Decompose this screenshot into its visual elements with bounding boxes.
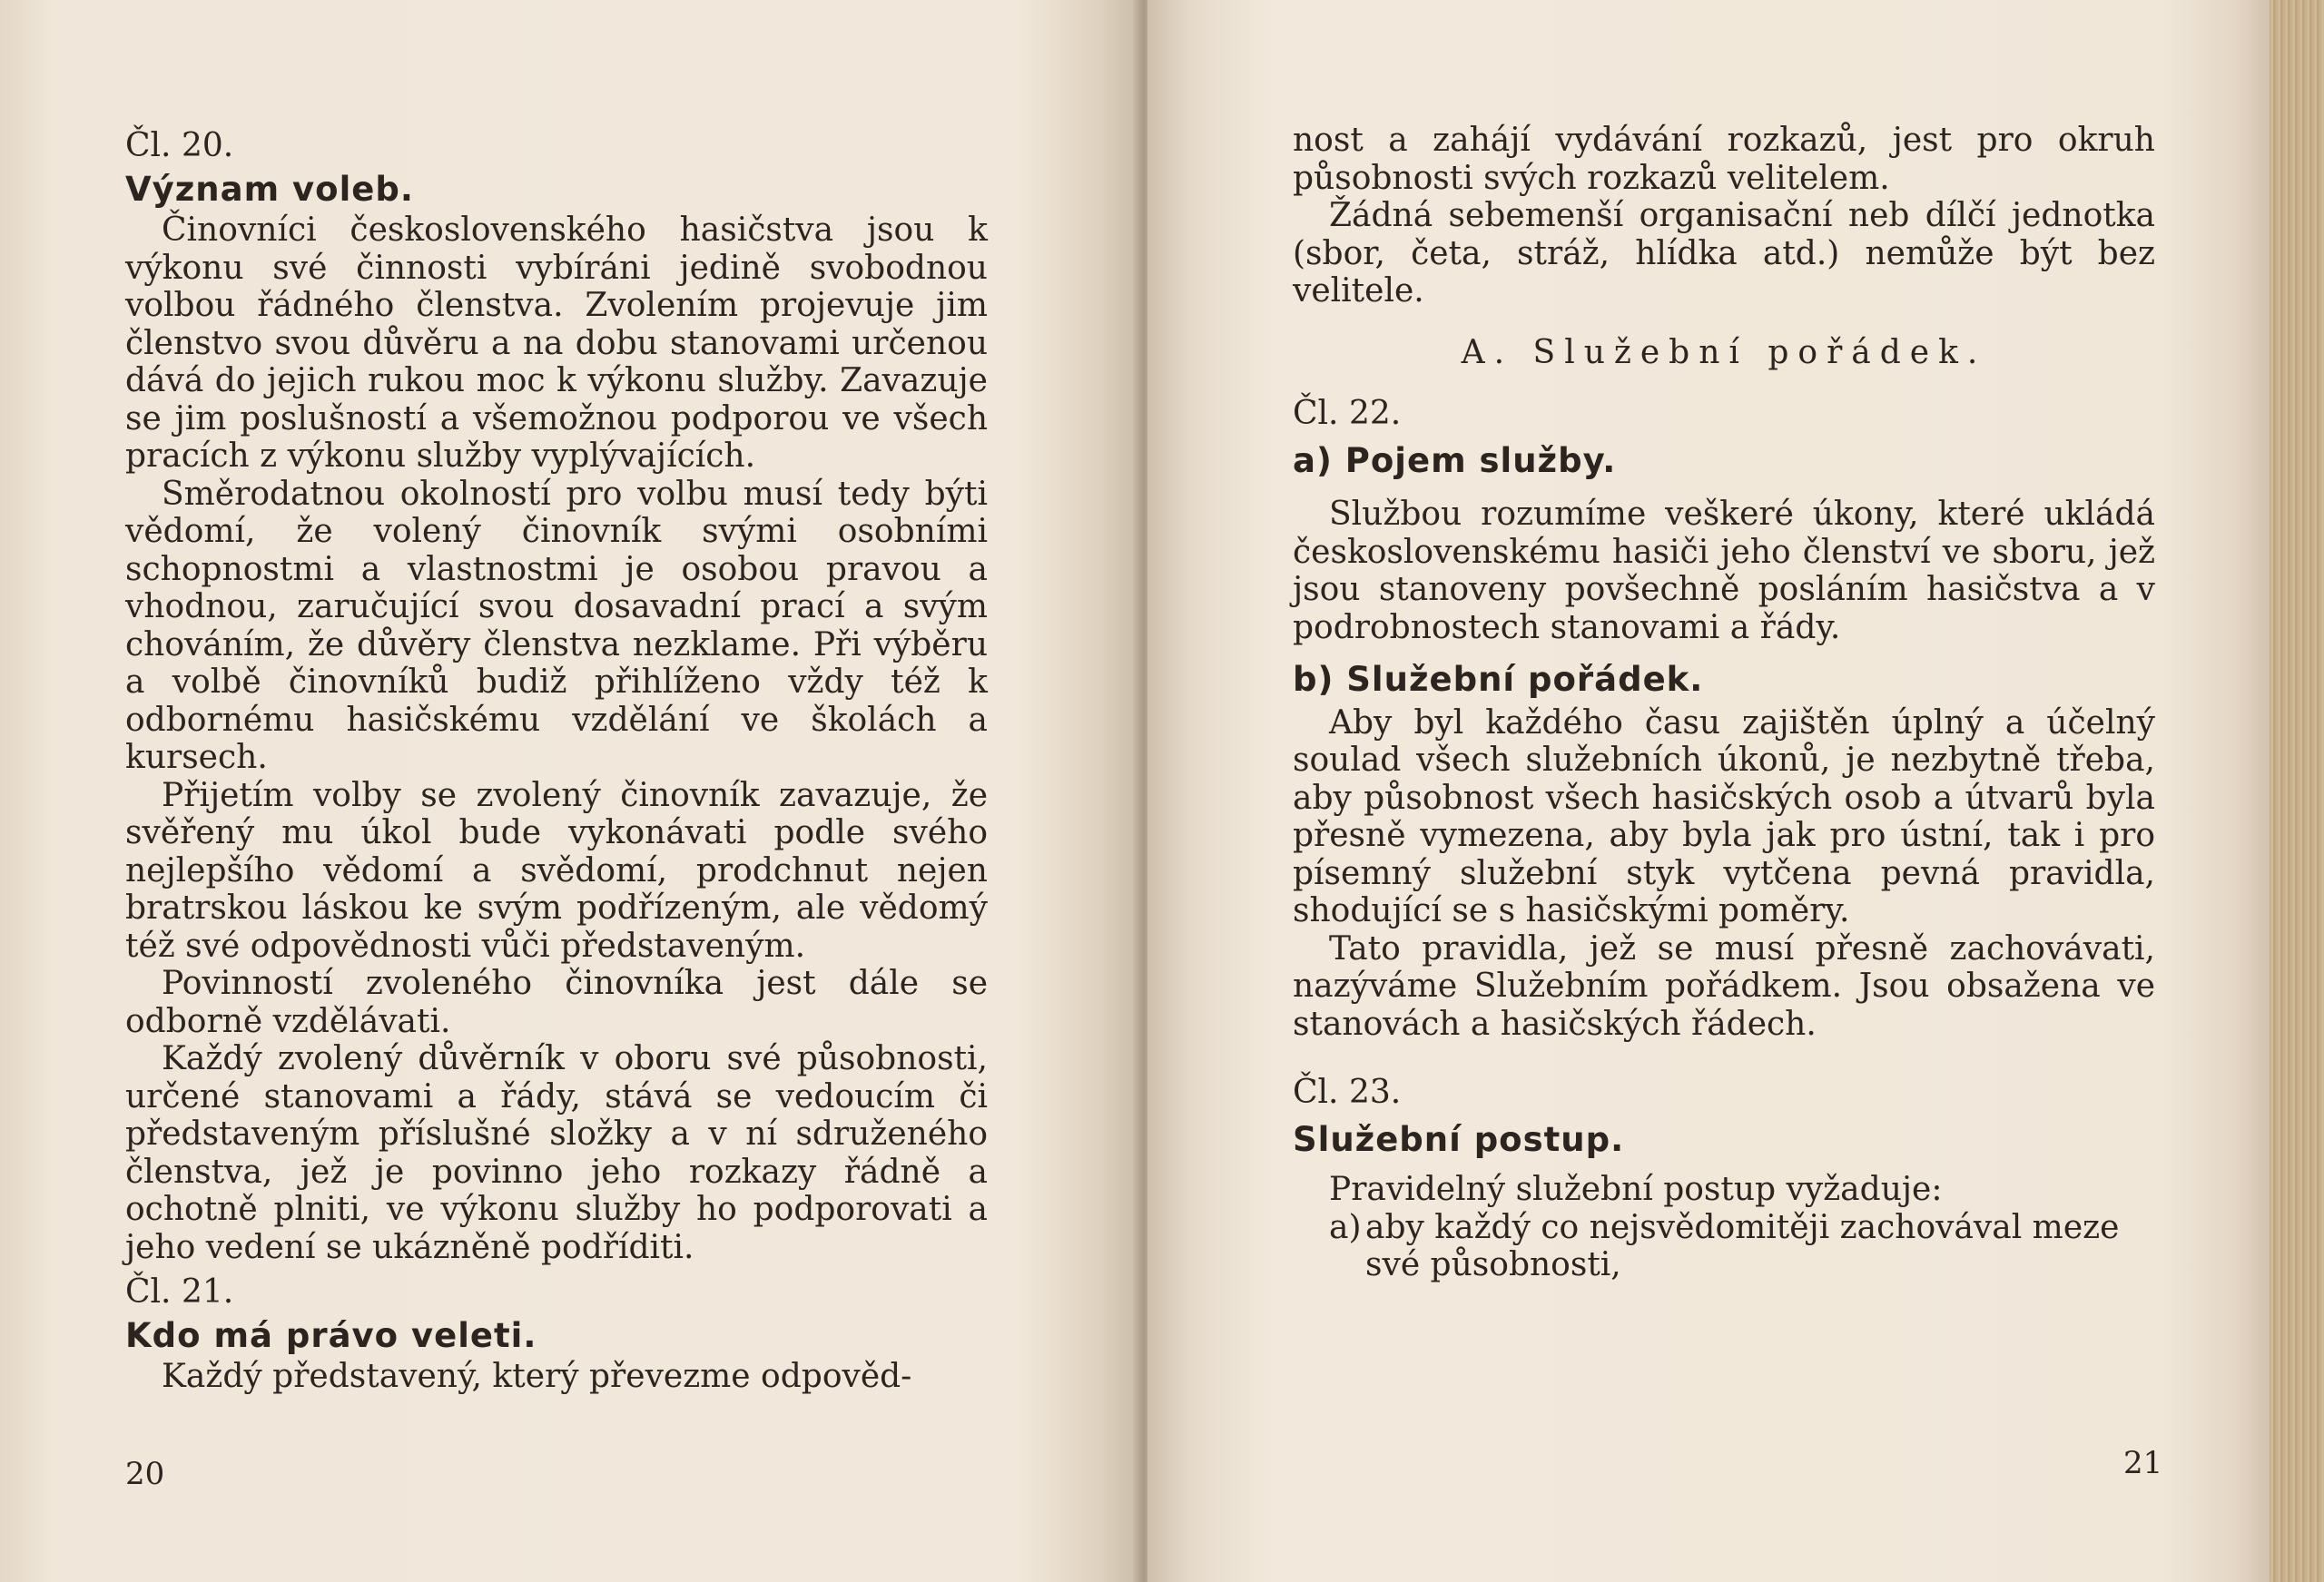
article-23-intro: Pravidelný služební postup vyžaduje:: [1329, 1171, 1943, 1208]
article-20-paragraph: Směrodatnou okolností pro volbu musí tedy býti vědomí, že volený činovník svými osobními schopnostmi a vlastnostmi je osobou pravou a vhodnou, zaručující svou dosavadní prací a svým chováním, že důvěry členstva nezklame. Při výběru a volbě činovníků budiž přihlíženo vždy též k odbornému hasičskému vzdělání ve školách a kursech.: [125, 475, 988, 776]
article-20-paragraph: Povinností zvoleného činovníka jest dále se odborně vzdělávati.: [125, 965, 988, 1040]
right-text-column: [1293, 122, 2155, 1284]
article-22b-title: b) Služební pořádek.: [1293, 660, 1704, 699]
article-21-title: Kdo má právo veleti.: [125, 1315, 537, 1355]
article-21-text: Každý představený, který převezme odpověd-: [162, 1358, 912, 1395]
article-23-title: Služební postup.: [1293, 1119, 1625, 1159]
article-22-number: Čl. 22.: [1293, 395, 1402, 432]
page-number-right: 21: [2123, 1445, 2163, 1481]
article-20-title: Význam voleb.: [125, 169, 414, 209]
left-text-column: [125, 127, 988, 1396]
list-item-text: aby každý co nejsvědomitěji zachovával meze své působnosti,: [1365, 1208, 2120, 1283]
continued-text: nost a zahájí vydávání rozkazů, jest pro okruh působnosti svých rozkazů velitelem.: [1293, 122, 2155, 197]
page-edges: [2270, 0, 2324, 1582]
page-number-left: 20: [125, 1456, 165, 1492]
paragraph: Žádná sebemenší organisační neb dílčí jednotka (sbor, četa, stráž, hlídka atd.) nemůže být bez velitele.: [1293, 197, 2155, 310]
article-22b-text: Tato pravidla, jež se musí přesně zachovávati, nazýváme Služebním pořádkem. Jsou obsažena ve stanovách a hasičských řádech.: [1293, 929, 2155, 1043]
article-20-number: Čl. 20.: [125, 127, 234, 164]
article-23-list: [1293, 1209, 2155, 1284]
article-23-number: Čl. 23.: [1293, 1074, 1402, 1111]
right-page: [1147, 0, 2270, 1582]
list-item-label: a): [1329, 1208, 1362, 1246]
list-item: [1293, 1209, 2155, 1284]
article-22a-text: Službou rozumíme veškeré úkony, které ukládá československému hasiči jeho členství ve sboru, jež jsou stanoveny povšechně posláním hasičstva a v podrobnostech stanovami a řády.: [1293, 496, 2155, 646]
article-20-paragraph: Přijetím volby se zvolený činovník zavazuje, že svěřený mu úkol bude vykonávati podle svého nejlepšího vědomí a svědomí, prodchnut nejen bratrskou láskou ke svým podřízeným, ale vědomý též své odpovědnosti vůči představeným.: [125, 776, 988, 965]
article-22b-text: Aby byl každého času zajištěn úplný a účelný soulad všech služebních úkonů, je nezbytně třeba, aby působnost všech hasičských osob a útvarů byla přesně vymezena, aby byla jak pro ústní, tak i pro písemný služební styk vytčena pevná pravidla, shodující se s hasičskými poměry.: [1293, 703, 2155, 929]
article-20-paragraph: Činovníci československého hasičstva jsou k výkonu své činnosti vybíráni jedině svobodnou volbou řádného členstva. Zvolením projevuje jim členstvo svou důvěru a na dobu stanovami určenou dává do jejich rukou moc k výkonu služby. Zavazuje se jim poslušností a všemožnou podporou ve všech pracích z výkonu služby vyplývajících.: [125, 211, 988, 475]
left-page: [0, 0, 1140, 1582]
article-21-number: Čl. 21.: [125, 1273, 234, 1311]
article-22a-title: a) Pojem služby.: [1293, 440, 1617, 480]
section-title: A. Služební pořádek.: [1461, 333, 1987, 371]
article-20-paragraph: Každý zvolený důvěrník v oboru své působnosti, určené stanovami a řády, stává se vedoucím či představeným příslušné složky a v ní sdruženého členstva, jež je povinno jeho rozkazy řádně a ochotně plniti, ve výkonu služby ho podporovati a jeho vedení se ukázněně podříditi.: [125, 1040, 988, 1266]
